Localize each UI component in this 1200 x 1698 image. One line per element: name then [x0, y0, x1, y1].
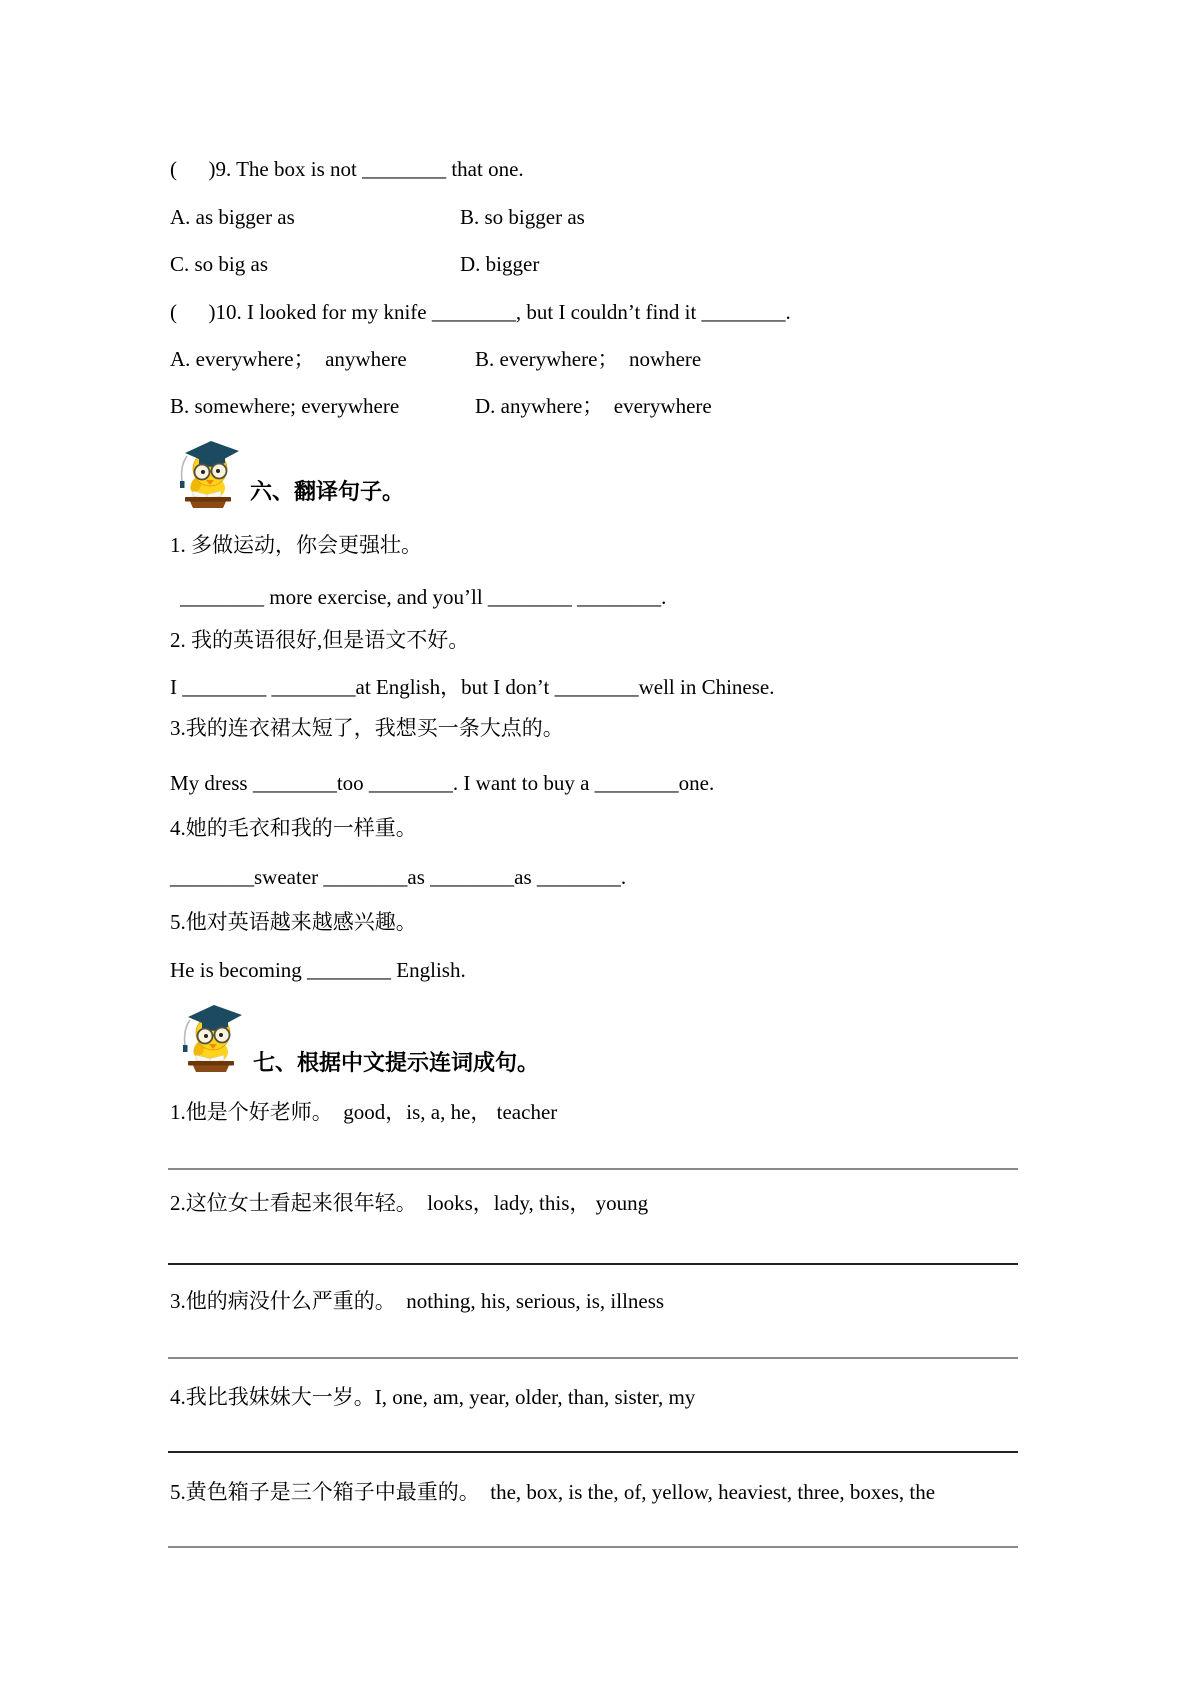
s6-item1-chinese: 1. 多做运动，你会更强壮。: [170, 533, 422, 557]
s7-item5: 5.黄色箱子是三个箱子中最重的。 the, box, is the, of, yellow, heaviest, three, boxes, the: [170, 1480, 936, 1504]
question-10-options-row-1: [170, 346, 701, 372]
section-seven-heading: 七、根据中文提示连词成句。: [253, 1050, 540, 1075]
s7-item2: 2.这位女士看起来很年轻。 looks，lady, this， young: [170, 1191, 649, 1215]
option-a: A. everywhere； anywhere: [170, 347, 407, 371]
answer-line: [168, 1251, 1018, 1265]
s6-item5-english: He is becoming ________ English.: [170, 958, 466, 982]
option-d: D. anywhere； everywhere: [475, 394, 712, 418]
s6-item3-chinese: 3.我的连衣裙太短了，我想买一条大点的。: [170, 716, 564, 740]
option-b: B. so bigger as: [460, 205, 585, 229]
graduate-chick-icon: [176, 1000, 248, 1073]
option-d: D. bigger: [460, 252, 540, 276]
s6-item2-chinese: 2. 我的英语很好,但是语文不好。: [170, 628, 470, 652]
answer-line: [168, 1156, 1018, 1170]
answer-line: [168, 1345, 1018, 1359]
question-9-options-row-2: [170, 251, 539, 277]
option-c: B. somewhere; everywhere: [170, 394, 400, 418]
s6-item1-english: ________ more exercise, and you’ll ________ ________.: [180, 585, 667, 609]
question-9-options-row-1: [170, 204, 585, 230]
s6-item4-chinese: 4.她的毛衣和我的一样重。: [170, 816, 417, 840]
question-10-options-row-2: [170, 393, 712, 419]
answer-line: [168, 1534, 1018, 1548]
option-c: C. so big as: [170, 252, 269, 276]
question-9-stem: ( )9. The box is not ________ that one.: [170, 157, 524, 181]
s7-item3: 3.他的病没什么严重的。 nothing, his, serious, is, illness: [170, 1289, 665, 1313]
s6-item5-chinese: 5.他对英语越来越感兴趣。: [170, 910, 417, 934]
question-10-stem: ( )10. I looked for my knife ________, but I couldn’t find it ________.: [170, 300, 791, 324]
answer-line: [168, 1439, 1018, 1453]
s6-item3-english: My dress ________too ________. I want to buy a ________one.: [170, 771, 715, 795]
graduate-chick-icon: [173, 436, 245, 509]
s7-item1: 1.他是个好老师。 good，is, a, he， teacher: [170, 1100, 558, 1124]
option-b: B. everywhere； nowhere: [475, 347, 702, 371]
s6-item4-english: ________sweater ________as ________as ________.: [170, 865, 627, 889]
s6-item2-english: I ________ ________at English，but I don’t ________well in Chinese.: [170, 675, 775, 699]
s7-item4: 4.我比我妹妹大一岁。I, one, am, year, older, than, sister, my: [170, 1385, 696, 1409]
option-a: A. as bigger as: [170, 205, 295, 229]
section-six-heading: 六、翻译句子。: [250, 479, 405, 504]
